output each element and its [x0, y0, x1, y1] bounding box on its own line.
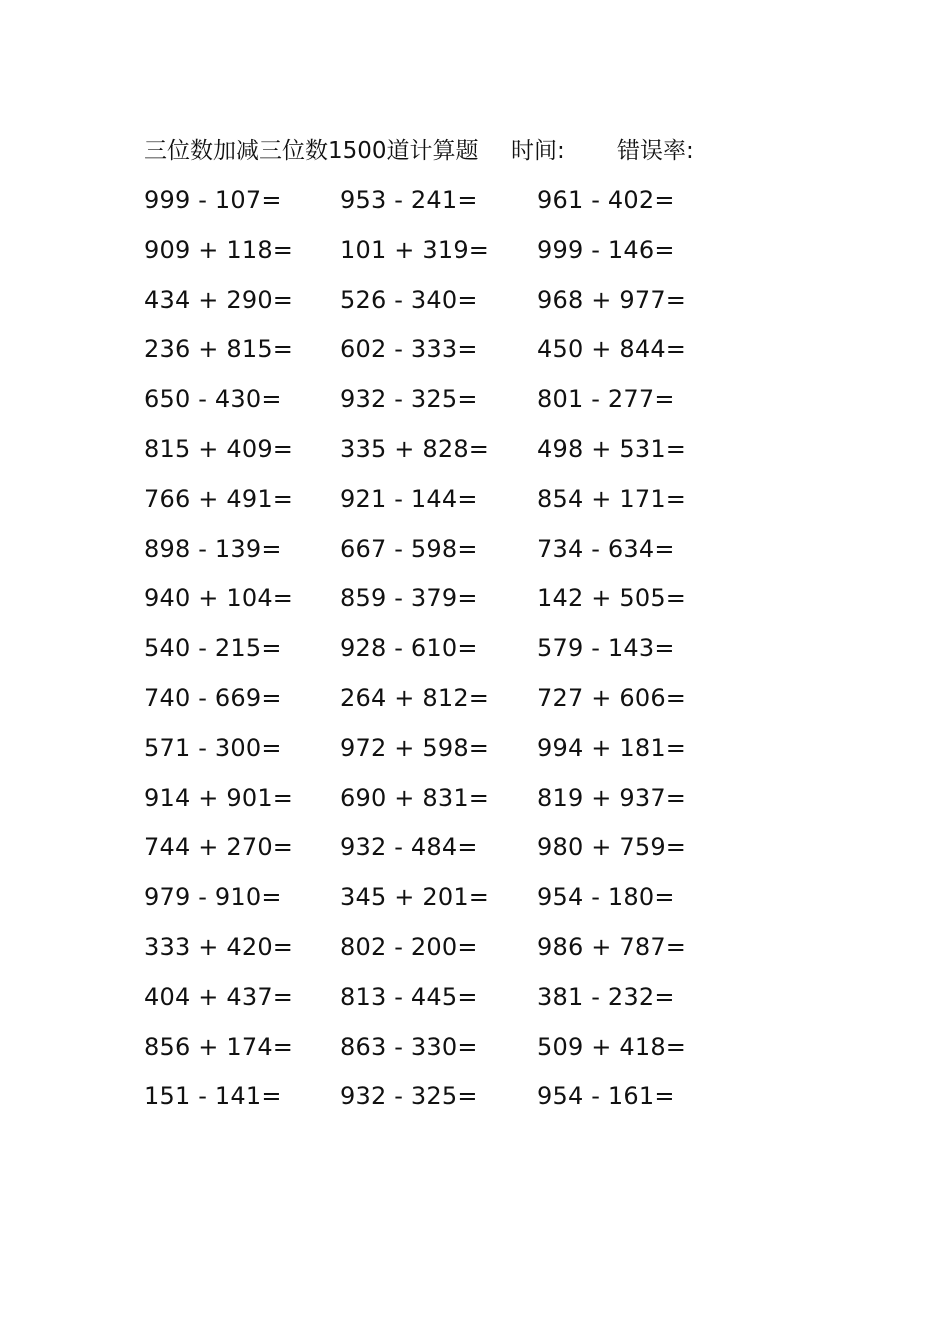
problem: 766 + 491= [144, 484, 294, 513]
problem: 863 - 330= [340, 1032, 478, 1061]
problem: 932 - 484= [340, 833, 478, 862]
problem: 142 + 505= [537, 584, 687, 613]
problem: 932 - 325= [340, 385, 478, 414]
problem: 980 + 759= [537, 833, 687, 862]
problem: 909 + 118= [144, 235, 294, 264]
problem-row [144, 631, 744, 681]
problem-row [144, 980, 744, 1030]
problem: 859 - 379= [340, 584, 478, 613]
problem: 602 - 333= [340, 335, 478, 364]
problem: 928 - 610= [340, 634, 478, 663]
problem: 264 + 812= [340, 683, 490, 712]
problem: 333 + 420= [144, 932, 294, 961]
problem: 999 - 107= [144, 186, 282, 214]
problem: 994 + 181= [537, 733, 687, 762]
problem-row [144, 880, 744, 930]
problem-row [144, 482, 744, 532]
problem: 509 + 418= [537, 1032, 687, 1061]
problem: 734 - 634= [537, 534, 675, 563]
problem: 898 - 139= [144, 534, 282, 563]
problem: 335 + 828= [340, 434, 490, 463]
problem: 940 + 104= [144, 584, 294, 613]
problem: 498 + 531= [537, 434, 687, 463]
problem: 526 - 340= [340, 285, 478, 314]
problem: 986 + 787= [537, 932, 687, 961]
problem: 953 - 241= [340, 186, 478, 214]
problem: 961 - 402= [537, 186, 675, 214]
problem: 914 + 901= [144, 783, 294, 812]
problem: 690 + 831= [340, 783, 490, 812]
problem: 434 + 290= [144, 285, 294, 314]
problem: 932 - 325= [340, 1082, 478, 1111]
problem: 345 + 201= [340, 883, 490, 912]
problem: 856 + 174= [144, 1032, 294, 1061]
problem-row [144, 532, 744, 582]
problem: 744 + 270= [144, 833, 294, 862]
problem: 954 - 161= [537, 1082, 675, 1111]
problem: 999 - 146= [537, 235, 675, 264]
problem: 979 - 910= [144, 883, 282, 912]
problem: 819 + 937= [537, 783, 687, 812]
problem: 972 + 598= [340, 733, 490, 762]
problem-row [144, 1079, 744, 1129]
problem: 815 + 409= [144, 434, 294, 463]
problem: 813 - 445= [340, 982, 478, 1011]
problem: 727 + 606= [537, 683, 687, 712]
problem: 968 + 977= [537, 285, 687, 314]
problem: 381 - 232= [537, 982, 675, 1011]
problem-row [144, 581, 744, 631]
problem: 571 - 300= [144, 733, 282, 762]
problem: 801 - 277= [537, 385, 675, 414]
problem-row [144, 283, 744, 333]
problem: 151 - 141= [144, 1082, 282, 1111]
problem: 450 + 844= [537, 335, 687, 364]
worksheet-header [144, 134, 694, 168]
problem-row [144, 382, 744, 432]
problem: 236 + 815= [144, 335, 294, 364]
problem: 740 - 669= [144, 683, 282, 712]
problem-row [144, 781, 744, 831]
problem-row [144, 233, 744, 283]
problem: 540 - 215= [144, 634, 282, 663]
problem-row [144, 830, 744, 880]
problem: 854 + 171= [537, 484, 687, 513]
worksheet-title: 三位数加减三位数1500道计算题 [144, 138, 479, 164]
problem: 667 - 598= [340, 534, 478, 563]
problem: 579 - 143= [537, 634, 675, 663]
problem-row [144, 681, 744, 731]
error-rate-label: 错误率: [617, 138, 694, 164]
problem-row [144, 731, 744, 781]
problem: 101 + 319= [340, 235, 490, 264]
problem: 921 - 144= [340, 484, 478, 513]
problem-grid [144, 183, 744, 1129]
problem: 802 - 200= [340, 932, 478, 961]
problem: 650 - 430= [144, 385, 282, 414]
problem-row [144, 432, 744, 482]
time-label: 时间: [511, 138, 565, 164]
problem: 954 - 180= [537, 883, 675, 912]
problem-row [144, 1030, 744, 1080]
problem-row [144, 332, 744, 382]
problem: 404 + 437= [144, 982, 294, 1011]
problem-row [144, 183, 744, 233]
problem-row [144, 930, 744, 980]
